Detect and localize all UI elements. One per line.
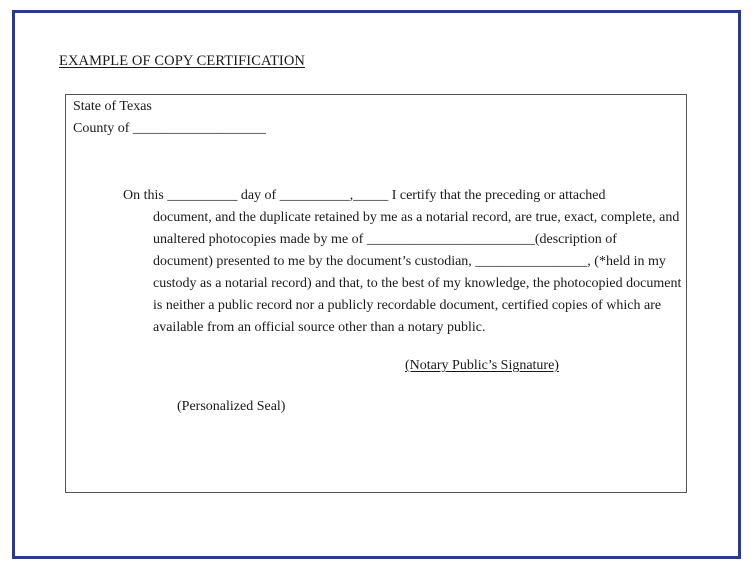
paragraph-line-2: document, and the duplicate retained by me as a notarial record, are true, exact, complete, and [153,210,680,225]
paragraph-line-1: On this __________ day of __________,_____ I certify that the preceding or attached [123,188,606,203]
certification-paragraph [123,185,681,339]
paragraph-line-3: unaltered photocopies made by me of ________________________(description of [153,232,617,247]
personalized-seal-label: (Personalized Seal) [177,399,286,414]
paragraph-line-4: document) presented to me by the document’s custodian, ________________, (*held in my [153,254,666,269]
notary-signature-label: (Notary Public’s Signature) [405,358,559,373]
certification-box [65,94,687,493]
document-heading: EXAMPLE OF COPY CERTIFICATION [59,53,305,69]
paragraph-line-6: is neither a public record nor a publicly recordable document, certified copies of which are [153,298,662,313]
paragraph-line-5: custody as a notarial record) and that, to the best of my knowledge, the photocopied document [153,276,682,291]
paragraph-line-7: available from an official source other than a notary public. [153,320,486,335]
county-line: County of ___________________ [73,121,266,136]
state-line: State of Texas [73,99,152,114]
